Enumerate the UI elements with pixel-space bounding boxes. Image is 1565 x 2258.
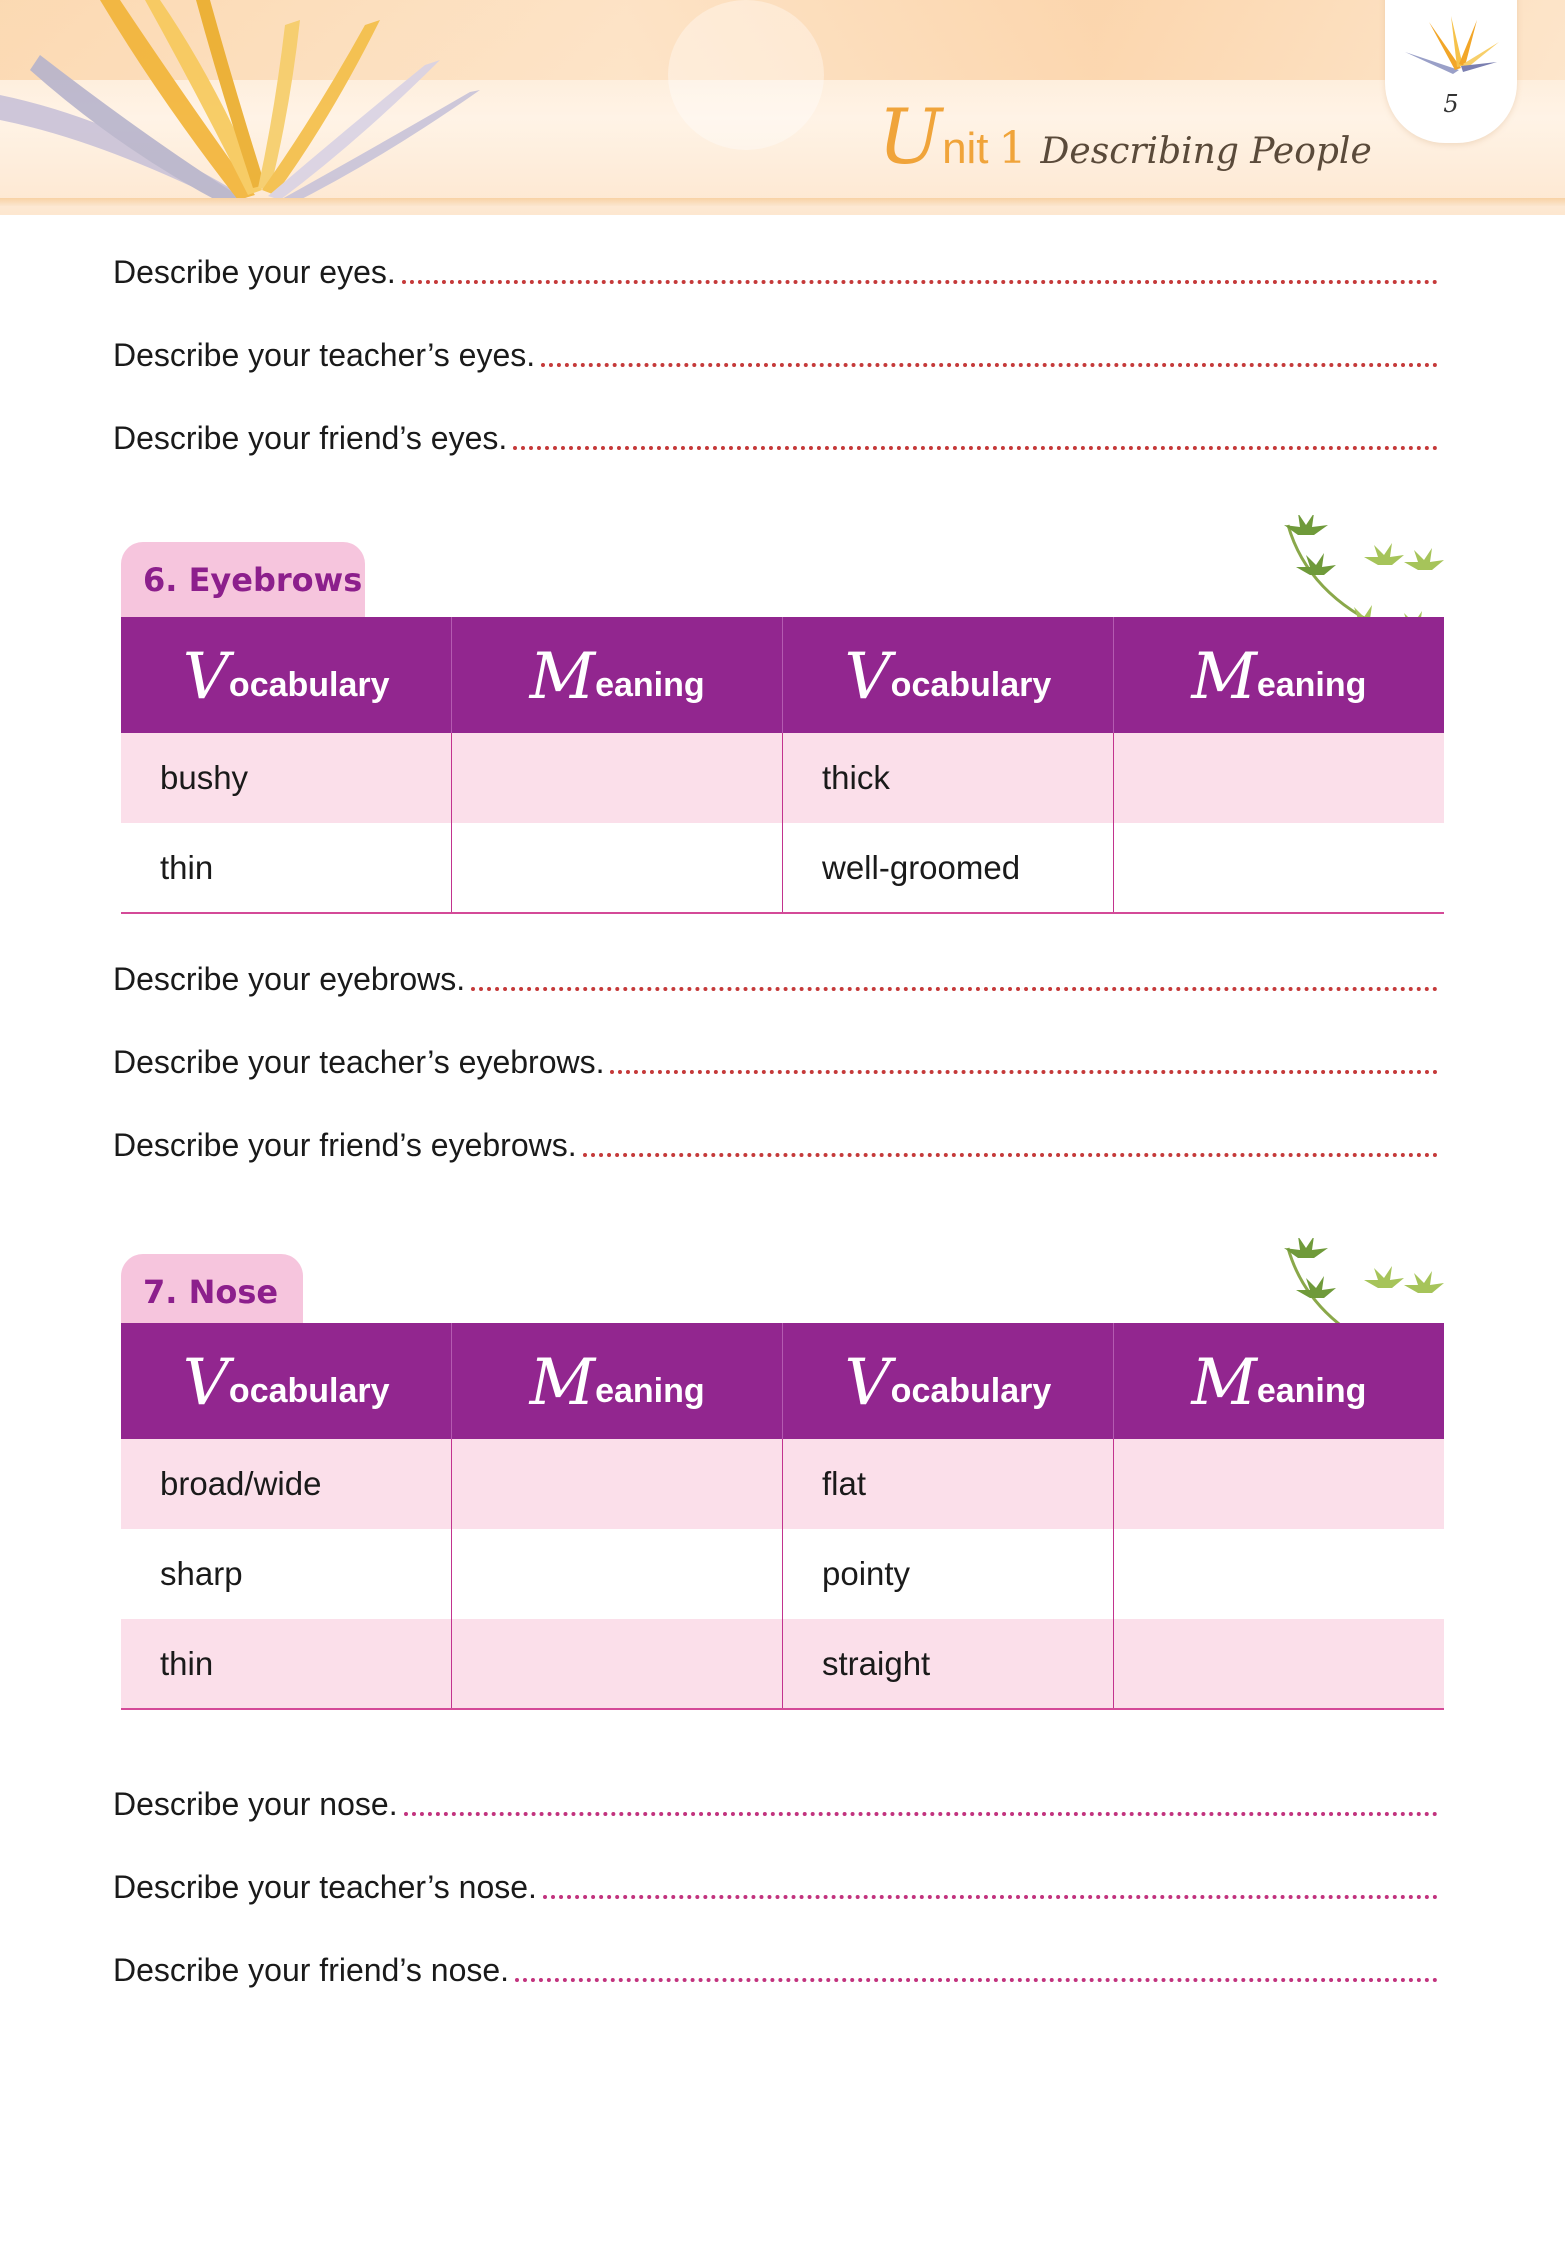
vocabulary-cell: sharp [121,1529,452,1619]
table-row [121,823,1444,913]
answer-dotted-line[interactable] [543,1895,1438,1899]
column-header-meaning: Meaning [452,617,783,733]
bird-of-paradise-flower-icon [0,0,520,205]
unit-word: nit [942,124,989,173]
bird-of-paradise-flower-icon [1399,12,1503,84]
prompt-text: Describe your friend’s eyebrows. [113,1127,577,1163]
column-header-meaning: Meaning [452,1323,783,1439]
meaning-cell[interactable] [1113,823,1444,913]
prompt-text: Describe your eyes. [113,254,396,290]
vocabulary-cell: thin [121,1619,452,1709]
unit-number: 1 [998,123,1027,174]
answer-dotted-line[interactable] [583,1153,1438,1157]
prompt-text: Describe your eyebrows. [113,961,466,997]
answer-dotted-line[interactable] [610,1070,1438,1074]
meaning-cell[interactable] [452,733,783,823]
prompt-line-eyes[interactable] [113,248,1438,292]
prompt-line-friend-eyebrows[interactable] [113,1121,1438,1165]
table-row [121,733,1444,823]
answer-dotted-line[interactable] [513,446,1438,450]
vocabulary-cell: pointy [783,1529,1114,1619]
prompt-line-nose[interactable] [113,1780,1438,1824]
meaning-cell[interactable] [452,1619,783,1709]
header-divider [0,198,1565,206]
column-header-vocabulary: Vocabulary [783,1323,1114,1439]
prompt-line-teacher-nose[interactable] [113,1863,1438,1907]
prompt-line-friend-nose[interactable] [113,1946,1438,1990]
nose-vocabulary-table [121,1323,1444,1710]
answer-dotted-line[interactable] [404,1812,1438,1816]
answer-dotted-line[interactable] [515,1978,1438,1982]
prompt-text: Describe your teacher’s eyebrows. [113,1044,605,1080]
unit-subtitle: Describing People [1040,131,1372,172]
page-header [0,0,1565,215]
section-label-nose: 7. Nose [121,1254,303,1330]
prompt-line-teacher-eyes[interactable] [113,331,1438,375]
meaning-cell[interactable] [1113,733,1444,823]
vocabulary-cell: thin [121,823,452,913]
column-header-vocabulary: Vocabulary [121,1323,452,1439]
table-row [121,1619,1444,1709]
column-header-meaning: Meaning [1113,1323,1444,1439]
table-header-row [121,617,1444,733]
section-label-eyebrows: 6. Eyebrows [121,542,365,618]
eyebrows-vocabulary-table [121,617,1444,914]
meaning-cell[interactable] [452,823,783,913]
column-header-vocabulary: Vocabulary [783,617,1114,733]
unit-title [878,92,1372,182]
column-header-vocabulary: Vocabulary [121,617,452,733]
column-header-meaning: Meaning [1113,617,1444,733]
vocabulary-cell: flat [783,1439,1114,1529]
answer-dotted-line[interactable] [402,280,1438,284]
page-number-tab [1385,0,1517,143]
unit-letter: U [878,92,943,181]
answer-dotted-line[interactable] [471,987,1438,991]
table-row [121,1439,1444,1529]
prompt-line-teacher-eyebrows[interactable] [113,1038,1438,1082]
vocabulary-cell: straight [783,1619,1114,1709]
vocabulary-cell: well-groomed [783,823,1114,913]
meaning-cell[interactable] [1113,1439,1444,1529]
prompt-line-eyebrows[interactable] [113,955,1438,999]
vocabulary-cell: bushy [121,733,452,823]
header-bokeh [668,0,824,150]
table-row [121,1529,1444,1619]
prompt-text: Describe your friend’s eyes. [113,420,508,456]
prompt-text: Describe your nose. [113,1786,398,1822]
vocabulary-cell: thick [783,733,1114,823]
prompt-text: Describe your teacher’s eyes. [113,337,536,373]
meaning-cell[interactable] [1113,1529,1444,1619]
prompt-text: Describe your friend’s nose. [113,1952,510,1988]
prompt-text: Describe your teacher’s nose. [113,1869,537,1905]
page-number: 5 [1443,90,1459,118]
answer-dotted-line[interactable] [541,363,1438,367]
meaning-cell[interactable] [452,1529,783,1619]
table-header-row [121,1323,1444,1439]
meaning-cell[interactable] [1113,1619,1444,1709]
prompt-line-friend-eyes[interactable] [113,414,1438,458]
vocabulary-cell: broad/wide [121,1439,452,1529]
meaning-cell[interactable] [452,1439,783,1529]
